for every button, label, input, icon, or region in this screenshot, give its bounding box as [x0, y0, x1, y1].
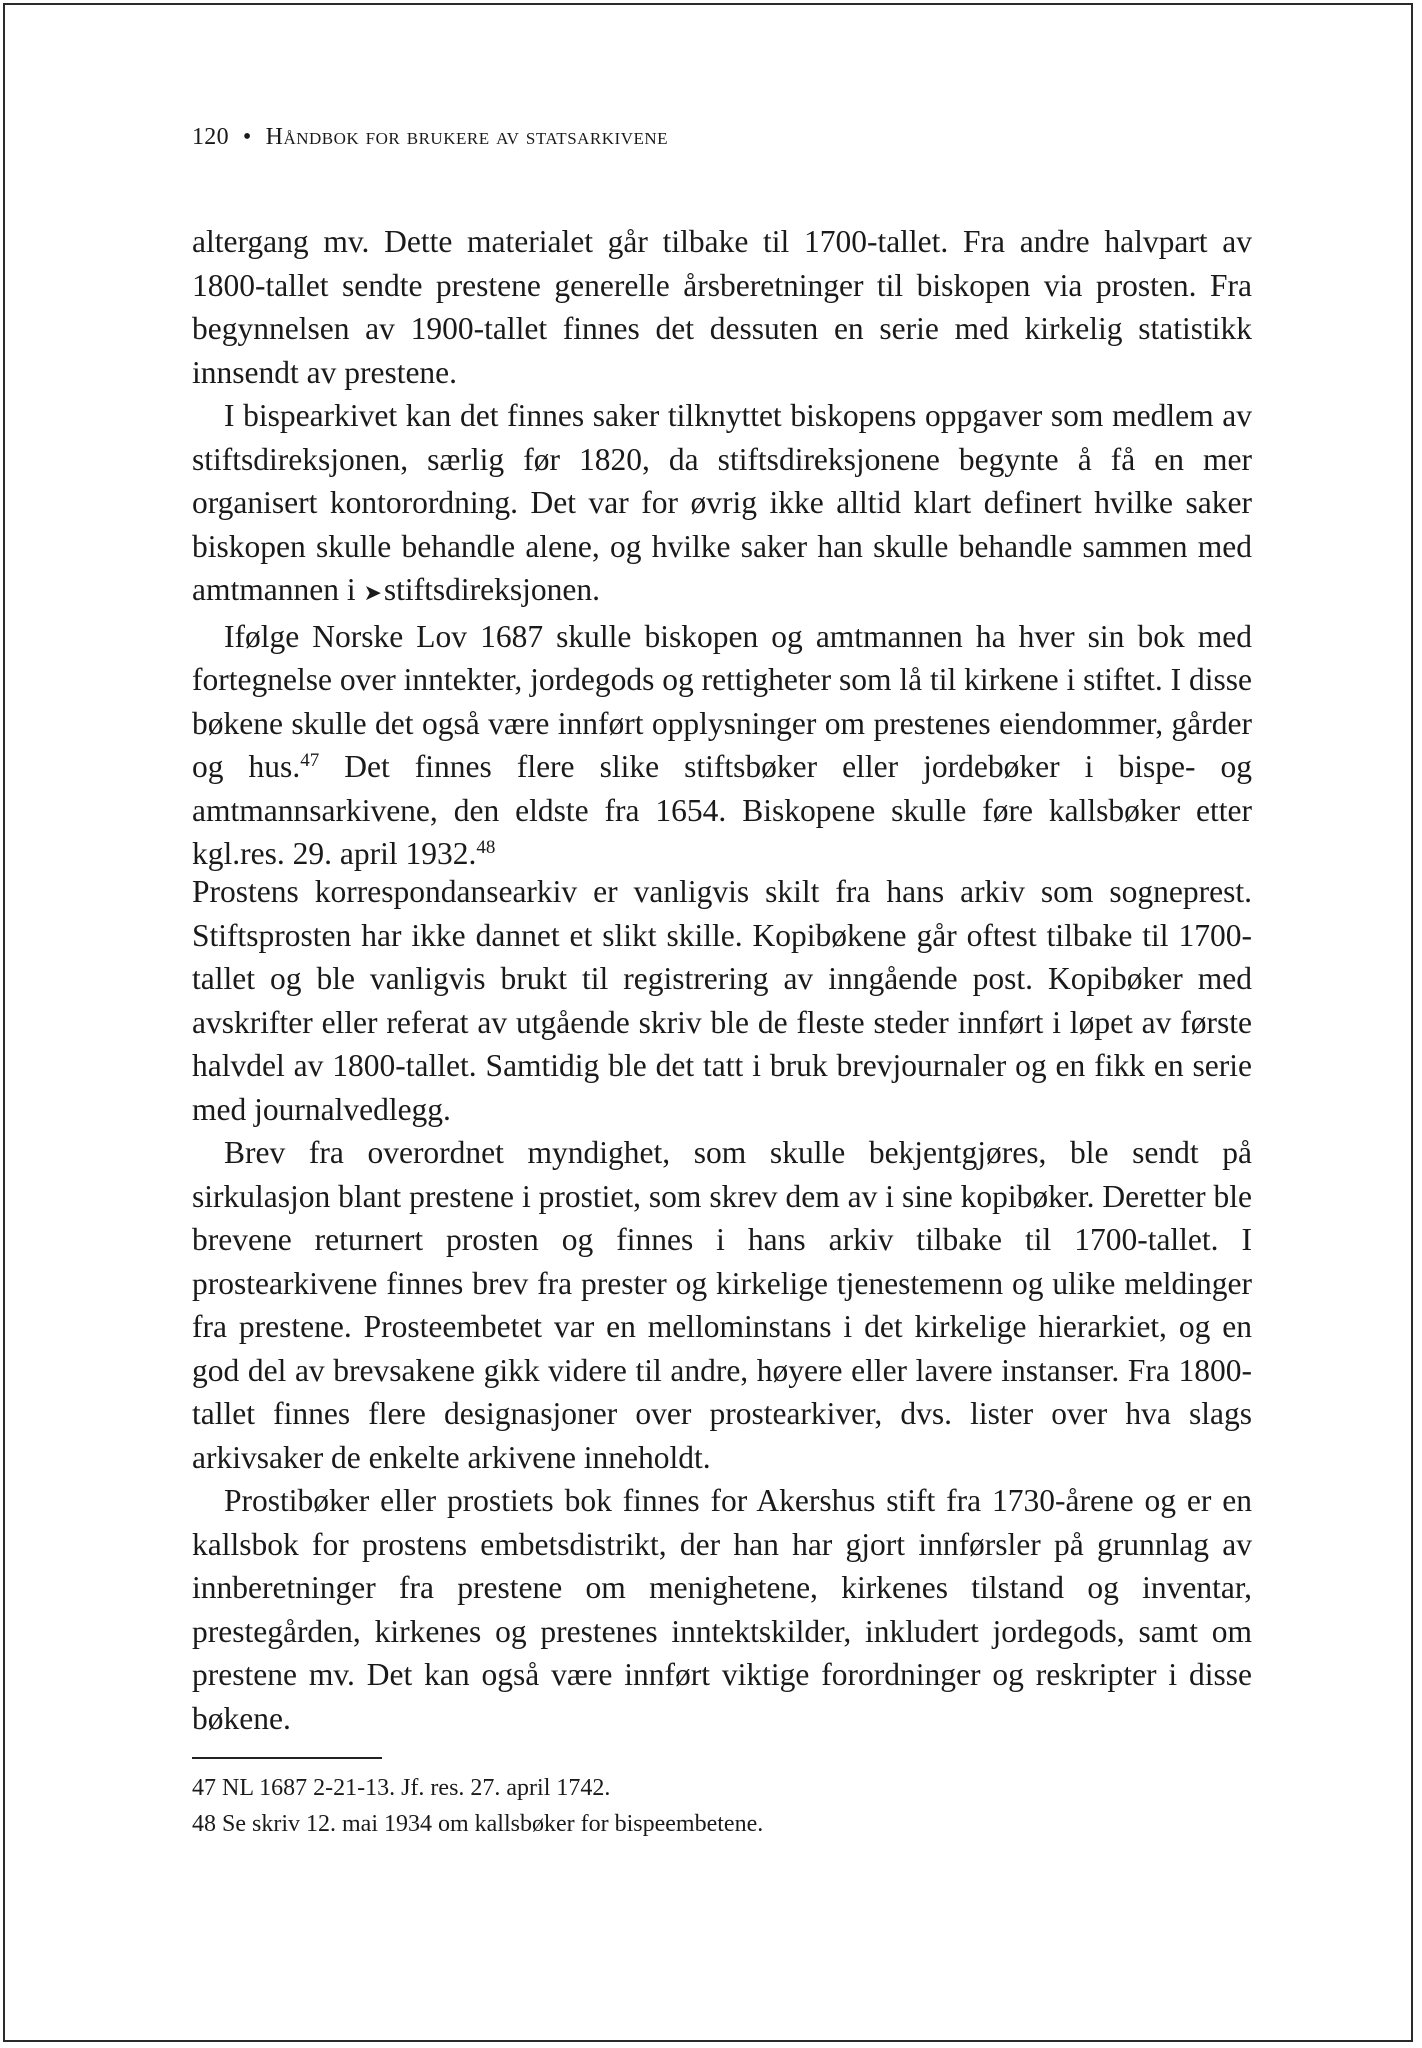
page-number: 120	[192, 124, 229, 150]
paragraph: Prostens korrespondansearkiv er vanligvis skilt fra hans arkiv som sogneprest. Stiftsprosten har ikke dannet et slikt skille. Kopibøkene går oftest tilbake til 1700-tallet og ble vanligvis brukt til registrering av inngående post. Kopibøker med avskrifter eller referat av utgående skriv ble de fleste steder innført i løpet av første halvdel av 1800-tallet. Samtidig ble det tatt i bruk brevjournaler og en fikk en serie med journalvedlegg.	[192, 874, 1252, 1127]
paragraph-text: Ifølge Norske Lov 1687 skulle biskopen og amtmannen ha hver sin bok med fortegnelse over inntekter, jordegods og rettigheter som lå til kirkene i stiftet. I disse bøkene skulle det også være innført opplysninger om prestenes eiendommer, gårder og hus.	[192, 618, 1252, 784]
cross-reference-arrow-icon: ➤	[363, 580, 382, 605]
footnote-47: 47 NL 1687 2-21-13. Jf. res. 27. april 1742.	[192, 1775, 611, 1801]
paragraph-text: I bispearkivet kan det finnes saker tilknyttet biskopens oppgaver som medlem av stiftsdireksjonen, særlig før 1820, da stiftsdireksjonene begynte å få en mer organisert kontorordning. Det var for øvrig ikke alltid klart definert hvilke saker biskopen skulle behandle alene, og hvilke saker han skulle behandle sammen med amtmannen i	[192, 398, 1252, 607]
footnote-48: 48 Se skriv 12. mai 1934 om kallsbøker for bispeembetene.	[192, 1811, 764, 1837]
cross-reference-link[interactable]: stiftsdireksjonen	[383, 572, 593, 607]
footnote-ref-48[interactable]: 48	[476, 837, 496, 858]
paragraph-text: .	[592, 572, 600, 607]
header-separator: •	[242, 124, 252, 150]
paragraph: altergang mv. Dette materialet går tilbake til 1700-tallet. Fra andre halvpart av 1800-tallet sendte prestene generelle årsberetninger til biskopen via prosten. Fra begynnelsen av 1900-tallet finnes det dessuten en serie med kirkelig statistikk innsendt av prestene.	[192, 224, 1252, 390]
paragraph: Brev fra overordnet myndighet, som skulle bekjentgjøres, ble sendt på sirkulasjon blant prestene i prostiet, som skrev dem av i sine kopibøker. Deretter ble brevene returnert prosten og finnes i hans arkiv tilbake til 1700-tallet. I prostearkivene finnes brev fra prester og kirkelige tjenestemenn og ulike meldinger fra prestene. Prosteembetet var en mellominstans i det kirkelige hierarkiet, og en god del av brevsakene gikk videre til andre, høyere eller lavere instanser. Fra 1800-tallet finnes flere designasjoner over prostearkiver, dvs. lister over hva slags arkivsaker de enkelte arkivene inneholdt.	[192, 1135, 1252, 1475]
footnote-divider	[192, 1757, 382, 1759]
paragraph-text: Det finnes flere slike stiftsbøker eller jordebøker i bispe- og amtmannsarkivene, den eldste fra 1654. Biskopene skulle føre kallsbøker etter kgl.res. 29. april 1932.	[192, 749, 1253, 871]
running-title: Håndbok for brukere av statsarkivene	[265, 124, 669, 150]
footnote-ref-47[interactable]: 47	[300, 750, 320, 771]
running-head	[192, 124, 668, 151]
paragraph	[192, 615, 1252, 876]
paragraph: Prostibøker eller prostiets bok finnes for Akershus stift fra 1730-årene og er en kallsbok for prostens embetsdistrikt, der han har gjort innførsler på grunnlag av innberetninger fra prestene om menighetene, kirkenes tilstand og inventar, prestegården, kirkenes og prestenes inntektskilder, inkludert jordegods, samt om prestene mv. Det kan også være innført viktige forordninger og reskripter i disse bøkene.	[192, 1483, 1252, 1736]
section-bispearkiv	[192, 220, 1252, 876]
footnotes	[192, 1770, 763, 1842]
section-prostearkiv	[192, 870, 1252, 1740]
paragraph	[192, 394, 1252, 615]
